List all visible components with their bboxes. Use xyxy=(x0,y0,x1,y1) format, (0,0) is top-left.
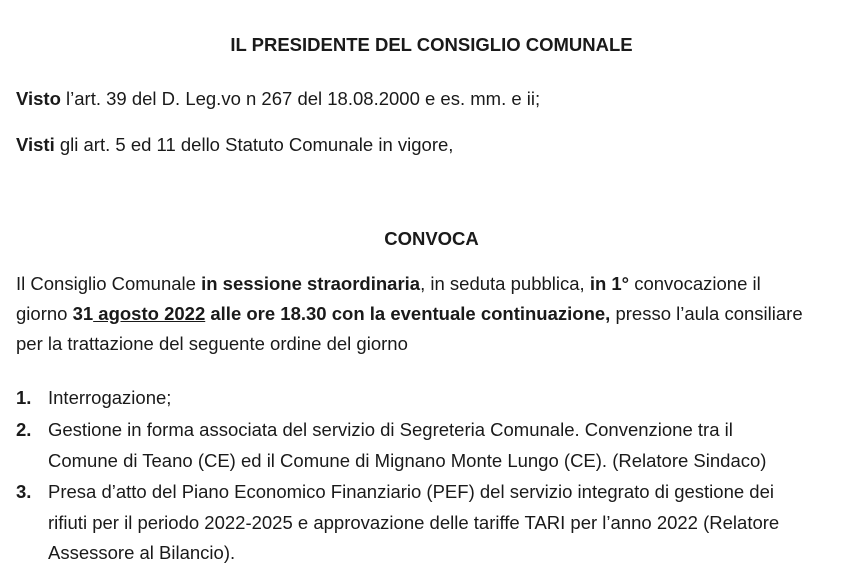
body-bold: alle ore 18.30 con la eventuale continuazione, xyxy=(205,303,611,324)
body-text: giorno xyxy=(16,303,73,324)
list-item-number: 1. xyxy=(16,387,32,408)
visti-bold: Visti xyxy=(16,134,55,155)
body-text: presso l’aula consiliare xyxy=(610,303,803,324)
body-line-2 xyxy=(16,303,803,325)
visto-bold: Visto xyxy=(16,88,61,109)
body-line-3: per la trattazione del seguente ordine del giorno xyxy=(16,333,408,354)
body-text: , in seduta pubblica, xyxy=(420,273,590,294)
convoca-heading: CONVOCA xyxy=(384,228,479,249)
list-item-number: 3. xyxy=(16,481,32,502)
document-heading: IL PRESIDENTE DEL CONSIGLIO COMUNALE xyxy=(230,34,633,55)
list-item-text: Presa d’atto del Piano Economico Finanziario (PEF) del servizio integrato di gestione dei xyxy=(48,481,774,502)
date-underlined: agosto 2022 xyxy=(93,303,206,324)
body-bold: 31 xyxy=(72,303,94,324)
body-bold: in 1° xyxy=(589,273,630,294)
list-item-text: rifiuti per il periodo 2022-2025 e approvazione delle tariffe TARI per l’anno 2022 (Relatore xyxy=(48,512,780,533)
visti-paragraph xyxy=(16,134,453,156)
list-item-text: Interrogazione; xyxy=(48,387,172,408)
body-line-1 xyxy=(16,273,761,295)
body-text: Il Consiglio Comunale xyxy=(16,273,202,294)
list-item-text: Assessore al Bilancio). xyxy=(48,542,236,563)
list-item-text: Gestione in forma associata del servizio di Segreteria Comunale. Convenzione tra il xyxy=(48,419,733,440)
body-text: convocazione il xyxy=(629,273,761,294)
list-item-number: 2. xyxy=(16,419,32,440)
visto-text: l’art. 39 del D. Leg.vo n 267 del 18.08.2000 e es. mm. e ii; xyxy=(60,88,541,109)
body-bold: in sessione straordinaria xyxy=(201,273,421,294)
list-item-text: Comune di Teano (CE) ed il Comune di Mignano Monte Lungo (CE). (Relatore Sindaco) xyxy=(48,450,767,471)
visti-text: gli art. 5 ed 11 dello Statuto Comunale in vigore, xyxy=(54,134,454,155)
visto-paragraph xyxy=(16,88,540,110)
